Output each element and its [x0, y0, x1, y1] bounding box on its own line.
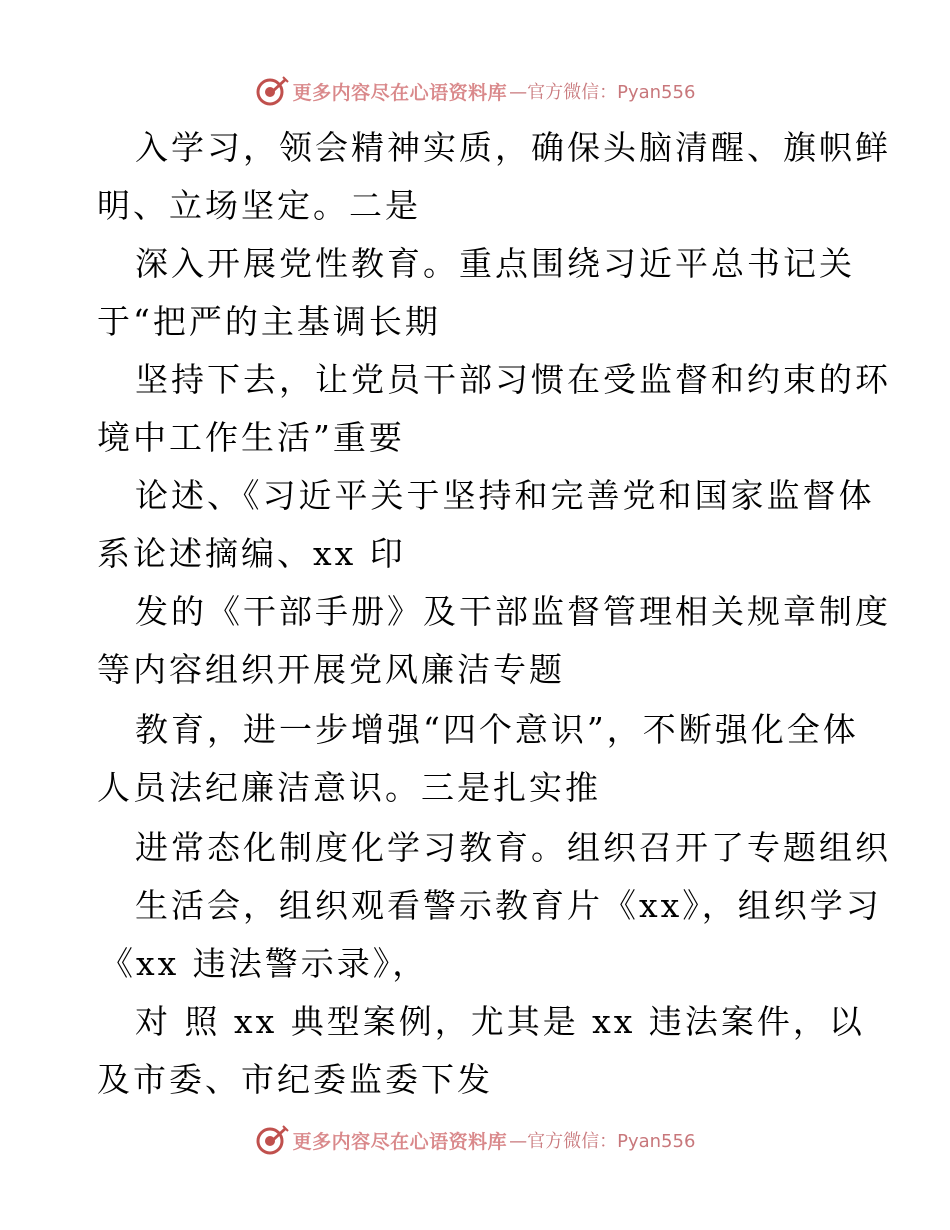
body-line: 生活会，组织观看警示教育片《xx》，组织学习 — [135, 886, 882, 925]
logo-icon — [255, 1123, 289, 1157]
logo-icon — [255, 74, 289, 108]
body-line: 境中工作生活”重要 — [97, 418, 405, 457]
body-line: 对 照 xx 典型案例，尤其是 xx 违法案件，以 — [135, 1002, 865, 1041]
body-line: 明、立场坚定。二是 — [97, 186, 421, 225]
body-line: 等内容组织开展党风廉洁专题 — [97, 650, 565, 689]
body-line: 发的《干部手册》及干部监督管理相关规章制度 — [135, 592, 891, 631]
body-line: 论述、《习近平关于坚持和完善党和国家监督体 — [135, 476, 875, 515]
body-line: 及市委、市纪委监委下发 — [97, 1060, 493, 1099]
body-line: 进常态化制度化学习教育。组织召开了专题组织 — [135, 828, 891, 867]
body-line: 《xx 违法警示录》， — [100, 944, 429, 983]
body-line: 深入开展党性教育。重点围绕习近平总书记关 — [135, 244, 855, 283]
body-line: 入学习，领会精神实质，确保头脑清醒、旗帜鲜 — [135, 128, 891, 167]
body-line: 系论述摘编、xx 印 — [97, 534, 406, 573]
footer-watermark — [0, 1120, 950, 1160]
header-brand-text: 更多内容尽在心语资料库 — [292, 81, 508, 104]
header-contact-text: —官方微信：Pyan556 — [509, 82, 696, 103]
body-line: 坚持下去，让党员干部习惯在受监督和约束的环 — [135, 360, 891, 399]
footer-brand-text: 更多内容尽在心语资料库 — [292, 1130, 508, 1153]
footer-contact-text: —官方微信：Pyan556 — [509, 1131, 696, 1152]
header-watermark — [0, 71, 950, 111]
body-line: 人员法纪廉洁意识。三是扎实推 — [97, 768, 601, 807]
body-line: 于“把严的主基调长期 — [97, 302, 441, 341]
body-line: 教育，进一步增强“四个意识”，不断强化全体 — [135, 710, 859, 749]
